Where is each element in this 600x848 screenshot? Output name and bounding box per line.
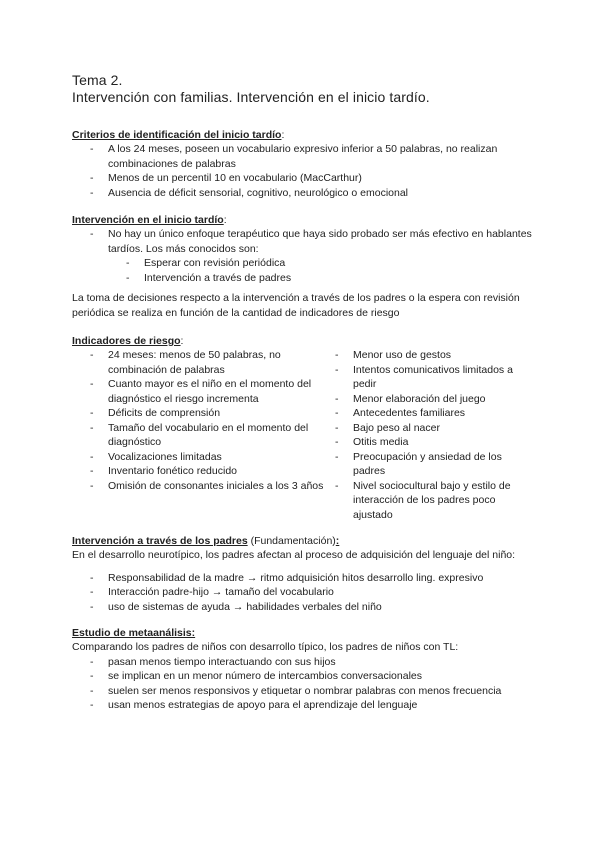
list-item: - Menor elaboración del juego <box>335 392 532 407</box>
list-item: - suelen ser menos responsivos y etiquetar o nombrar palabras con menos frecuencia <box>72 684 532 699</box>
title-line-1: Tema 2. <box>72 72 123 88</box>
list-item: - Menos de un percentil 10 en vocabulario (MacCarthur) <box>72 171 532 186</box>
list-item: - Otitis media <box>335 435 532 450</box>
padres-list <box>72 571 532 615</box>
list-item: - Tamaño del vocabulario en el momento del diagnóstico <box>72 421 335 450</box>
section-criterios <box>72 128 532 200</box>
list-item: - Preocupación y ansiedad de los padres <box>335 450 532 479</box>
list-item: - Inventario fonético reducido <box>72 464 335 479</box>
section-heading: Criterios de identificación del inicio tardío: <box>72 129 285 141</box>
list-item: - Vocalizaciones limitadas <box>72 450 335 465</box>
section-heading: Indicadores de riesgo: <box>72 335 184 347</box>
indicadores-columns <box>72 348 532 522</box>
sub-list-item: - Esperar con revisión periódica <box>72 256 532 271</box>
list-item: - Interacción padre-hijo → tamaño del vocabulario <box>72 585 532 600</box>
list-item: - A los 24 meses, poseen un vocabulario expresivo inferior a 50 palabras, no realizan combinaciones de palabras <box>72 142 532 171</box>
list-item: - Bajo peso al nacer <box>335 421 532 436</box>
section-metaanalisis <box>72 626 532 713</box>
section-heading: Intervención en el inicio tardío: <box>72 214 227 226</box>
list-item: - Déficits de comprensión <box>72 406 335 421</box>
indicadores-left-list <box>72 348 335 522</box>
list-item: - Menor uso de gestos <box>335 348 532 363</box>
section-heading: Intervención a través de los padres (Fundamentación): <box>72 535 340 547</box>
section-padres <box>72 534 532 614</box>
list-item: - uso de sistemas de ayuda → habilidades verbales del niño <box>72 600 532 615</box>
list-item: - No hay un único enfoque terapéutico que haya sido probado ser más efectivo en hablantes tardíos. Los más conocidos son: <box>72 227 532 256</box>
list-item: - se implican en un menor número de intercambios conversacionales <box>72 669 532 684</box>
criterios-list <box>72 142 532 200</box>
metaanalisis-list <box>72 655 532 713</box>
intervencion-list <box>72 227 532 285</box>
list-item: - pasan menos tiempo interactuando con sus hijos <box>72 655 532 670</box>
list-item: - Omisión de consonantes iniciales a los 3 años <box>72 479 335 494</box>
indicadores-right-list <box>335 348 532 522</box>
list-item: - Nivel sociocultural bajo y estilo de interacción de los padres poco ajustado <box>335 479 532 523</box>
list-item: - Intentos comunicativos limitados a pedir <box>335 363 532 392</box>
paragraph: La toma de decisiones respecto a la intervención a través de los padres o la espera con revisión periódica se realiza en función de la cantidad de indicadores de riesgo <box>72 292 520 319</box>
document-page <box>72 72 532 713</box>
title-line-2: Intervención con familias. Intervención en el inicio tardío. <box>72 89 430 105</box>
list-item: - Responsabilidad de la madre → ritmo adquisición hitos desarrollo ling. expresivo <box>72 571 532 586</box>
sub-list-item: - Intervención a través de padres <box>72 271 532 286</box>
list-item: - Antecedentes familiares <box>335 406 532 421</box>
list-item: - Cuanto mayor es el niño en el momento del diagnóstico el riesgo incrementa <box>72 377 335 406</box>
section-intervencion <box>72 213 532 320</box>
list-item: - usan menos estrategias de apoyo para el aprendizaje del lenguaje <box>72 698 532 713</box>
list-item: - Ausencia de déficit sensorial, cognitivo, neurológico o emocional <box>72 186 532 201</box>
paragraph: En el desarrollo neurotípico, los padres afectan al proceso de adquisición del lenguaje del niño: <box>72 549 516 561</box>
section-indicadores <box>72 334 532 522</box>
list-item: - 24 meses: menos de 50 palabras, no combinación de palabras <box>72 348 335 377</box>
section-heading: Estudio de metaanálisis: <box>72 627 196 639</box>
paragraph: Comparando los padres de niños con desarrollo típico, los padres de niños con TL: <box>72 641 459 653</box>
